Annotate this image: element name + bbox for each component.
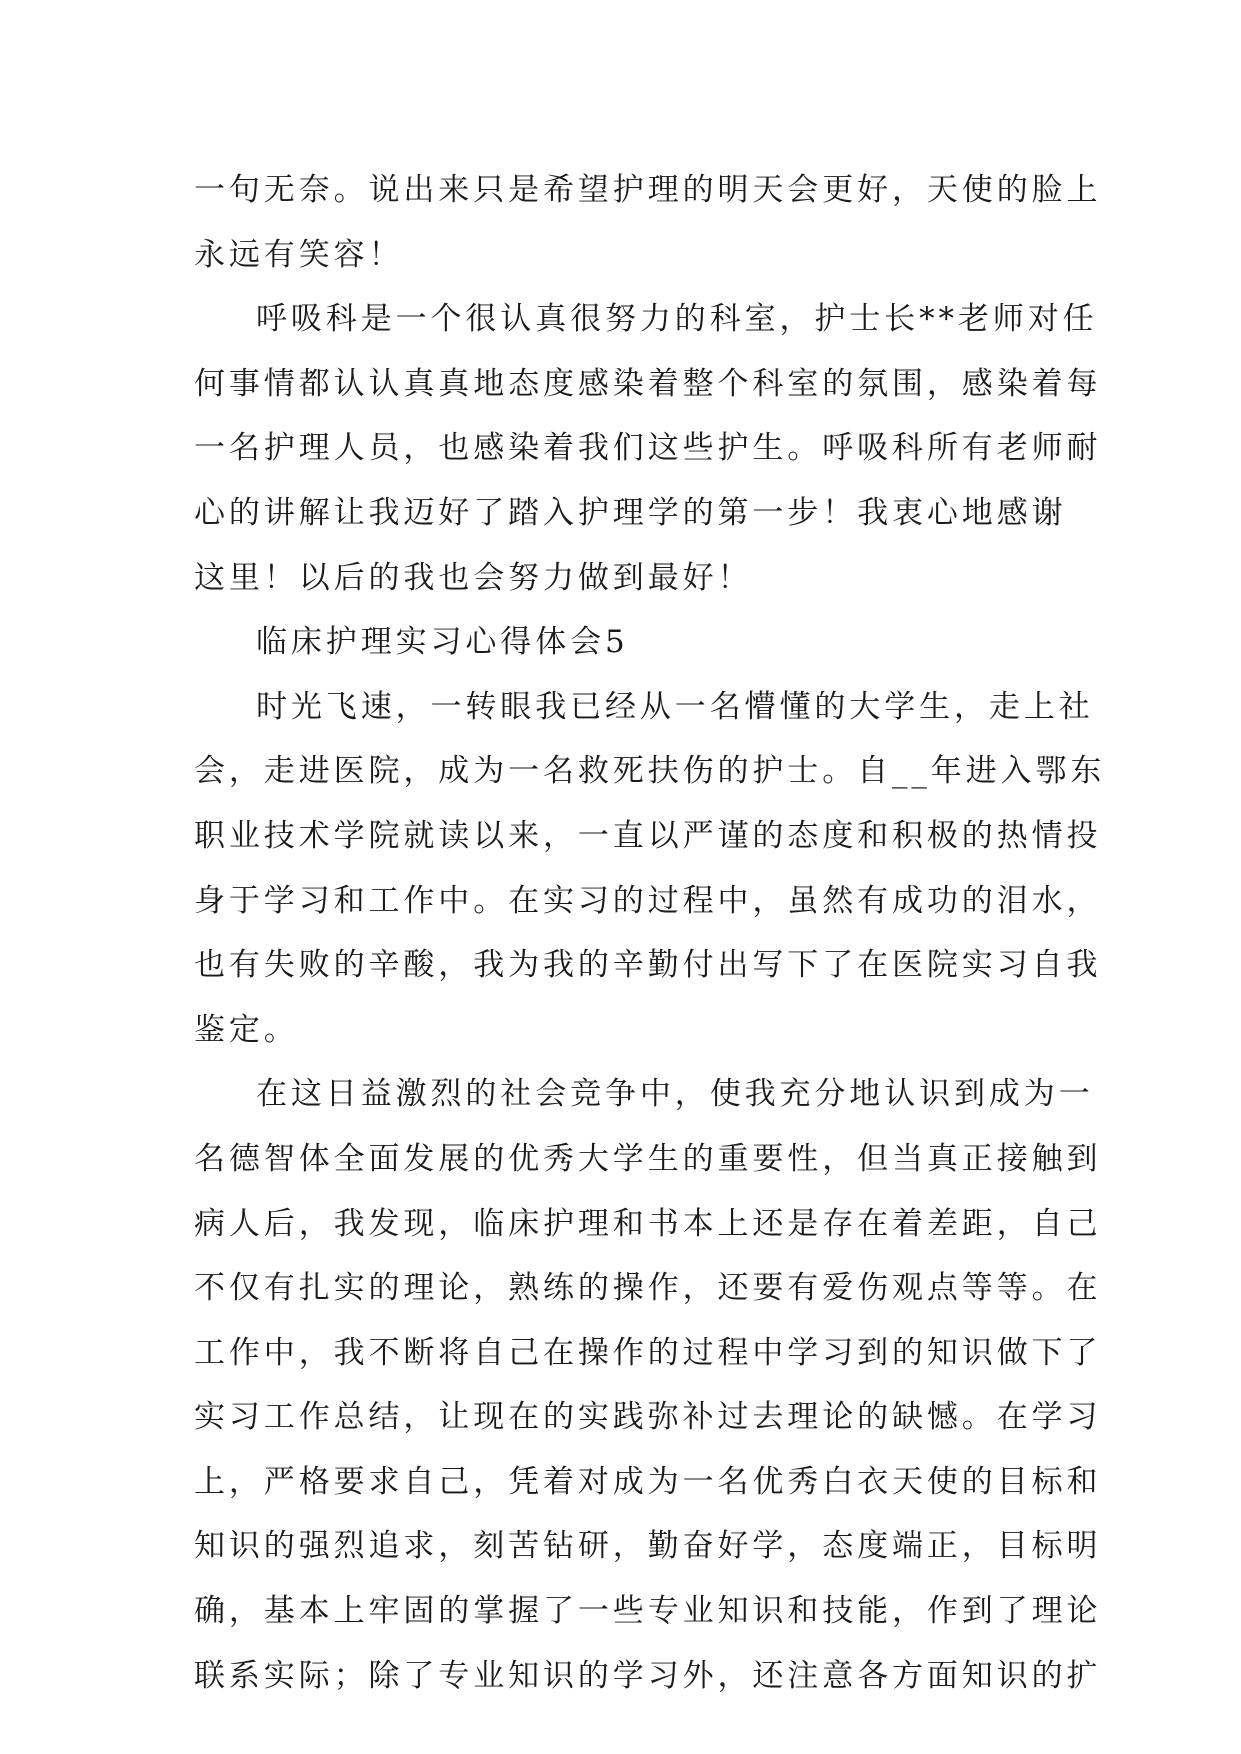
text-line: 名德智体全面发展的优秀大学生的重要性，但当真正接触到 (194, 1140, 1102, 1177)
text-line: 确，基本上牢固的掌握了一些专业知识和技能，作到了理论 (194, 1593, 1102, 1630)
text-line: 时光飞速，一转眼我已经从一名懵懂的大学生，走上社 (256, 688, 1094, 725)
text-line: 这里！以后的我也会努力做到最好！ (194, 559, 753, 596)
text-line: 呼吸科是一个很认真很努力的科室，护士长**老师对任 (256, 301, 1098, 338)
text-line: 一句无奈。说出来只是希望护理的明天会更好，天使的脸上 (194, 172, 1102, 208)
text-line: 上，严格要求自己，凭着对成为一名优秀白衣天使的目标和 (194, 1463, 1102, 1500)
text-line: 实习工作总结，让现在的实践弥补过去理论的缺憾。在学习 (194, 1399, 1102, 1436)
text-line: 会，走进医院，成为一名救死扶伤的护士。自__年进入鄂东 (194, 753, 1106, 790)
text-line: 一名护理人员，也感染着我们这些护生。呼吸科所有老师耐 (194, 430, 1102, 467)
text-line: 鉴定。 (194, 1011, 299, 1048)
text-line: 职业技术学院就读以来，一直以严谨的态度和积极的热情投 (194, 817, 1102, 854)
body-text (194, 158, 1106, 1708)
text-line: 在这日益激烈的社会竞争中，使我充分地认识到成为一 (256, 1076, 1094, 1113)
text-line: 知识的强烈追求，刻苦钻研，勤奋好学，态度端正，目标明 (194, 1528, 1102, 1565)
text-line: 何事情都认认真真地态度感染着整个科室的氛围，感染着每 (194, 365, 1102, 402)
text-line: 身于学习和工作中。在实习的过程中，虽然有成功的泪水， (194, 882, 1102, 919)
text-line: 不仅有扎实的理论，熟练的操作，还要有爱伤观点等等。在 (194, 1270, 1102, 1307)
text-line: 临床护理实习心得体会5 (256, 624, 629, 661)
text-line: 工作中，我不断将自己在操作的过程中学习到的知识做下了 (194, 1334, 1102, 1371)
text-line: 联系实际；除了专业知识的学习外，还注意各方面知识的扩 (194, 1657, 1102, 1694)
text-line: 永远有笑容！ (194, 236, 404, 273)
text-line: 心的讲解让我迈好了踏入护理学的第一步！我衷心地感谢 (194, 494, 1067, 531)
text-line: 病人后，我发现，临床护理和书本上还是存在着差距，自己 (194, 1205, 1102, 1242)
text-line: 也有失败的辛酸，我为我的辛勤付出写下了在医院实习自我 (194, 947, 1102, 984)
